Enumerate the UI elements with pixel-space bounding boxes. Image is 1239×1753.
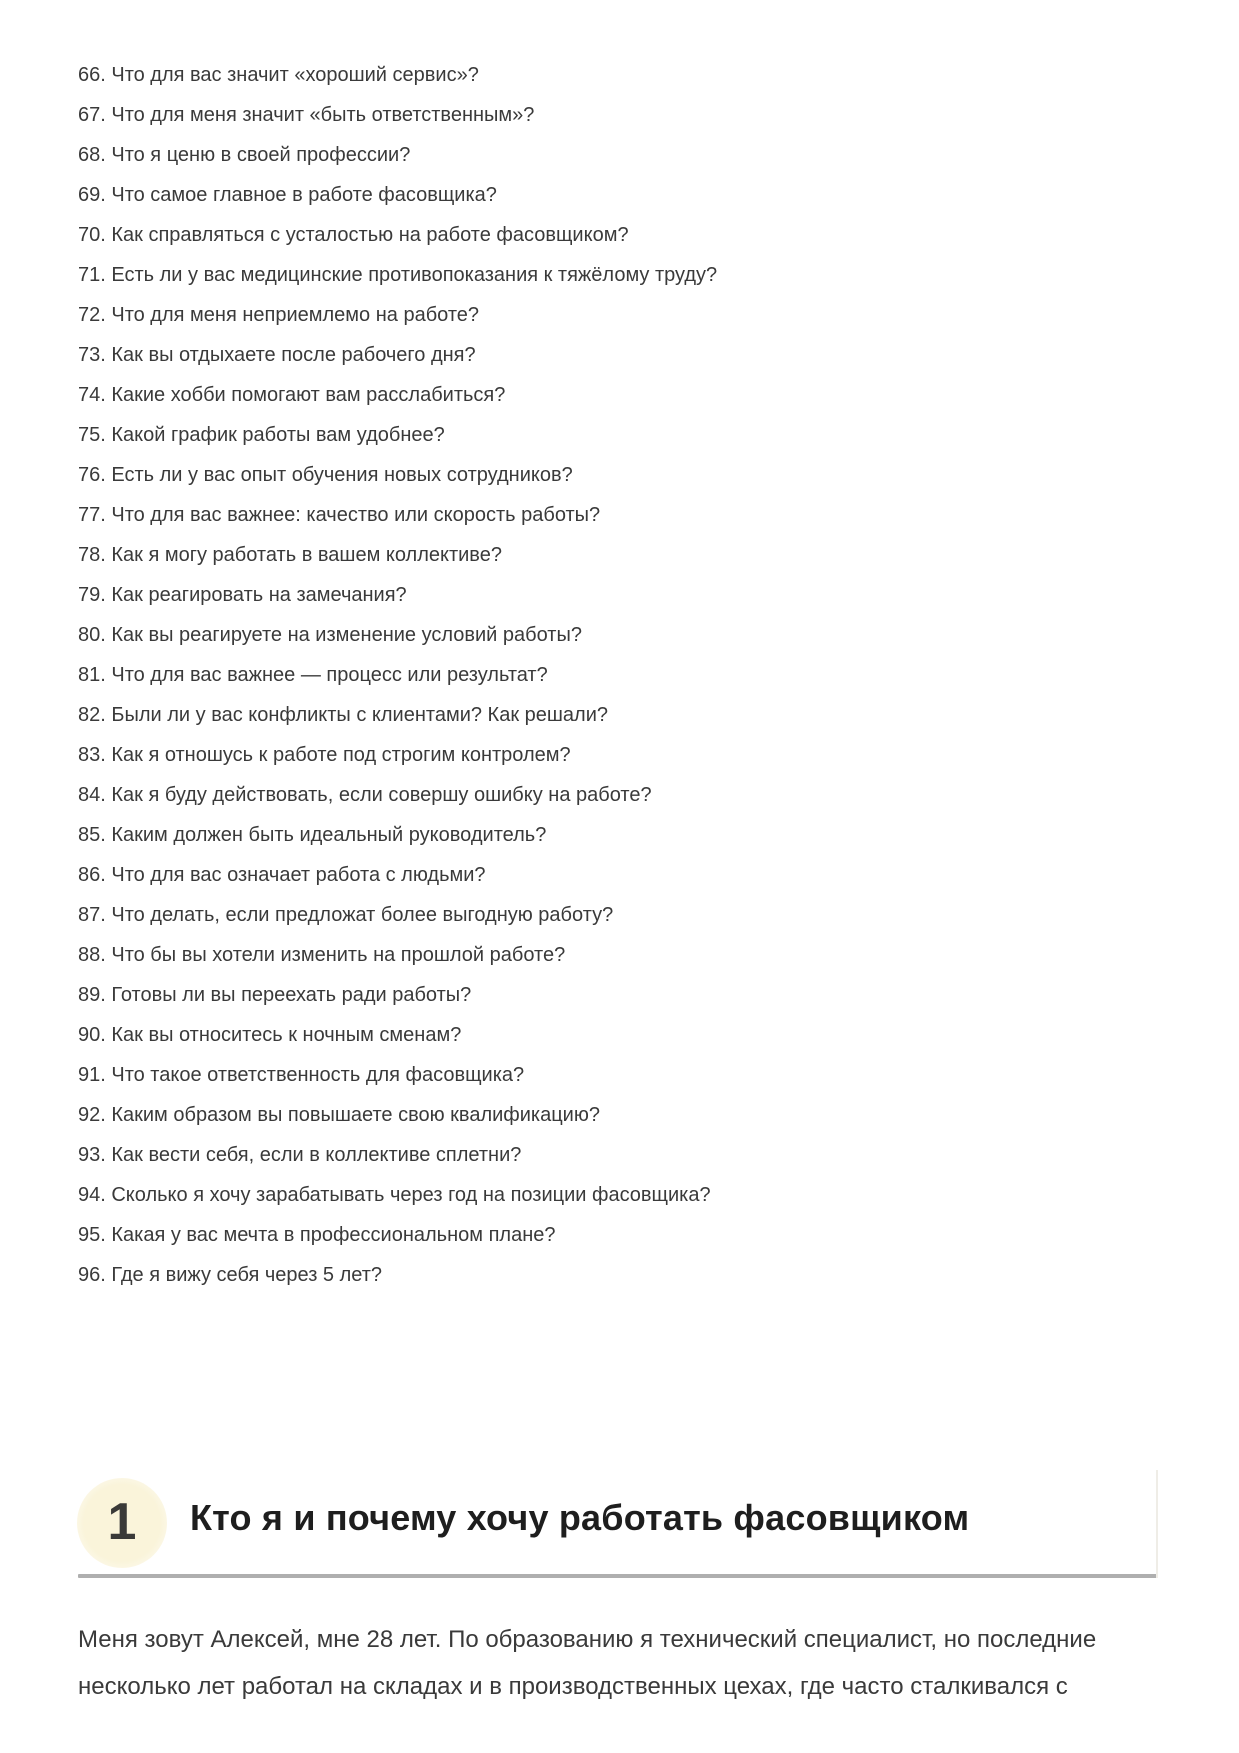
question-item: 66. Что для вас значит «хороший сервис»? bbox=[78, 64, 479, 86]
question-item: 78. Как я могу работать в вашем коллективе? bbox=[78, 544, 502, 566]
question-item: 71. Есть ли у вас медицинские противопоказания к тяжёлому труду? bbox=[78, 264, 718, 286]
question-item: 69. Что самое главное в работе фасовщика? bbox=[78, 184, 497, 206]
question-item: 72. Что для меня неприемлемо на работе? bbox=[78, 304, 480, 326]
question-item: 74. Какие хобби помогают вам расслабиться? bbox=[78, 384, 506, 406]
question-item: 87. Что делать, если предложат более выгодную работу? bbox=[78, 904, 614, 926]
paragraph-line: несколько лет работал на складах и в производственных цехах, где часто сталкивался с bbox=[78, 1673, 1068, 1700]
section-divider bbox=[78, 1574, 1157, 1578]
question-item: 91. Что такое ответственность для фасовщика? bbox=[78, 1064, 525, 1086]
question-item: 94. Сколько я хочу зарабатывать через год на позиции фасовщика? bbox=[78, 1184, 711, 1206]
question-item: 80. Как вы реагируете на изменение условий работы? bbox=[78, 624, 582, 646]
question-item: 95. Какая у вас мечта в профессиональном плане? bbox=[78, 1224, 556, 1246]
section-number-badge bbox=[77, 1478, 167, 1568]
question-item: 68. Что я ценю в своей профессии? bbox=[78, 144, 411, 166]
question-item: 76. Есть ли у вас опыт обучения новых сотрудников? bbox=[78, 464, 573, 486]
question-item: 92. Каким образом вы повышаете свою квалификацию? bbox=[78, 1104, 600, 1126]
question-item: 75. Какой график работы вам удобнее? bbox=[78, 424, 445, 446]
section-title: Кто я и почему хочу работать фасовщиком bbox=[190, 1497, 970, 1538]
question-item: 67. Что для меня значит «быть ответственным»? bbox=[78, 104, 535, 126]
section-number: 1 bbox=[107, 1493, 137, 1551]
question-item: 81. Что для вас важнее — процесс или результат? bbox=[78, 664, 548, 686]
question-item: 79. Как реагировать на замечания? bbox=[78, 584, 407, 606]
question-item: 88. Что бы вы хотели изменить на прошлой работе? bbox=[78, 944, 566, 966]
questions-list bbox=[78, 55, 1163, 1295]
question-item: 77. Что для вас важнее: качество или скорость работы? bbox=[78, 504, 601, 526]
question-item: 86. Что для вас означает работа с людьми? bbox=[78, 864, 486, 886]
question-item: 84. Как я буду действовать, если совершу ошибку на работе? bbox=[78, 784, 652, 806]
page-edge-line bbox=[1156, 1470, 1158, 1578]
question-item: 96. Где я вижу себя через 5 лет? bbox=[78, 1264, 383, 1286]
question-item: 85. Каким должен быть идеальный руководитель? bbox=[78, 824, 547, 846]
question-item: 90. Как вы относитесь к ночным сменам? bbox=[78, 1024, 462, 1046]
question-item: 82. Были ли у вас конфликты с клиентами? Как решали? bbox=[78, 704, 609, 726]
question-item: 93. Как вести себя, если в коллективе сплетни? bbox=[78, 1144, 522, 1166]
question-item: 89. Готовы ли вы переехать ради работы? bbox=[78, 984, 472, 1006]
question-item: 70. Как справляться с усталостью на работе фасовщиком? bbox=[78, 224, 629, 246]
question-item: 83. Как я отношусь к работе под строгим контролем? bbox=[78, 744, 571, 766]
question-item: 73. Как вы отдыхаете после рабочего дня? bbox=[78, 344, 476, 366]
paragraph-line: Меня зовут Алексей, мне 28 лет. По образованию я технический специалист, но последние bbox=[78, 1626, 1097, 1653]
intro-paragraph bbox=[78, 1616, 1198, 1710]
